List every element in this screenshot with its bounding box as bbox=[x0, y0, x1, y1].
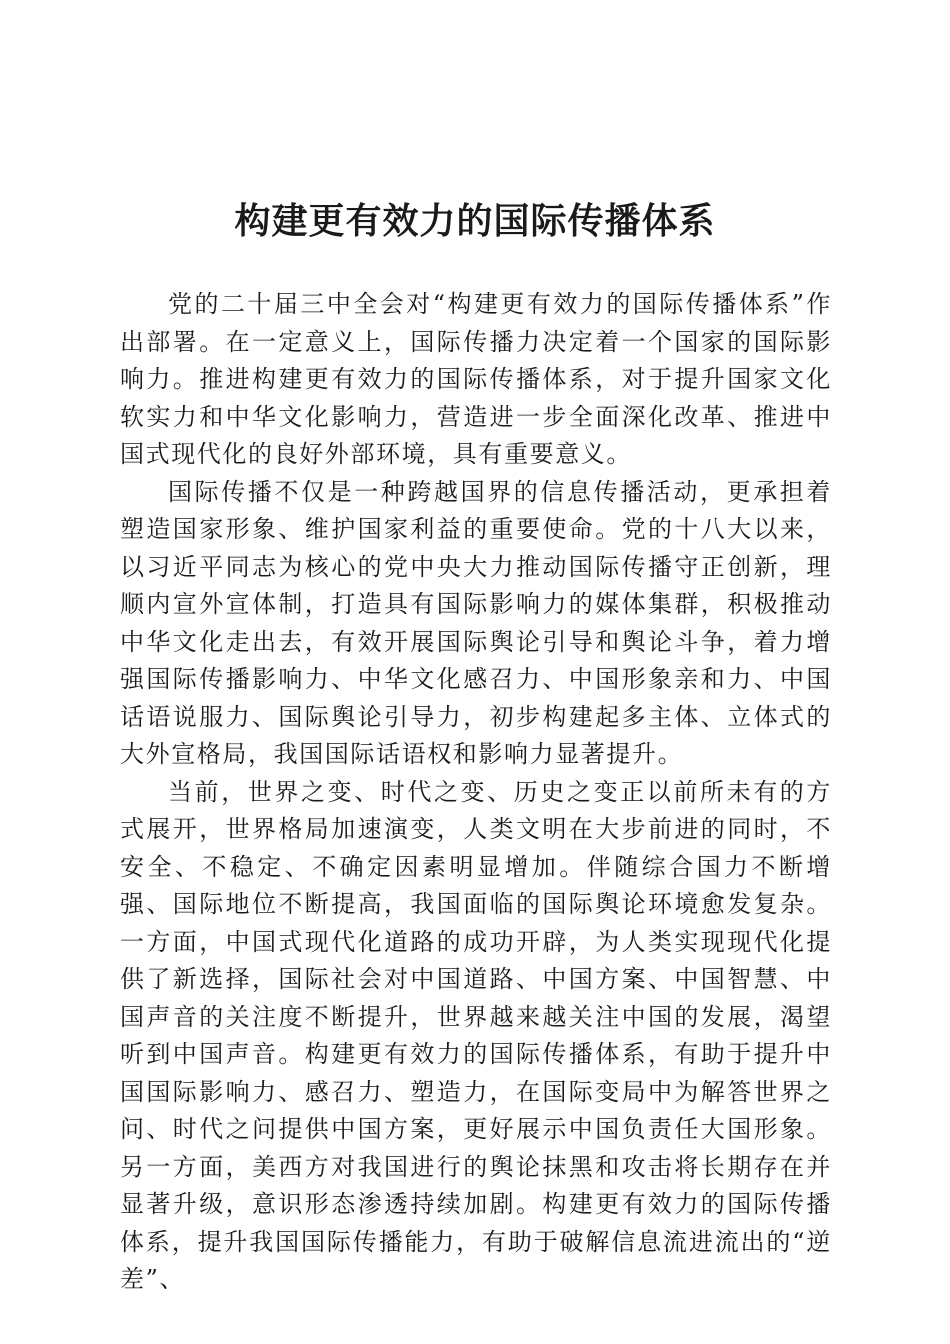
paragraph-1: 党的二十届三中全会对“构建更有效力的国际传播体系”作出部署。在一定意义上，国际传播力决定着一个国家的国际影响力。推进构建更有效力的国际传播体系，对于提升国家文化软实力和中华文化影响力，营造进一步全面深化改革、推进中国式现代化的良好外部环境，具有重要意义。 bbox=[120, 290, 832, 468]
document-title: 构建更有效力的国际传播体系 bbox=[234, 200, 716, 242]
document-body bbox=[120, 286, 832, 1299]
paragraph-3: 当前，世界之变、时代之变、历史之变正以前所未有的方式展开，世界格局加速演变，人类文明在大步前进的同时，不安全、不稳定、不确定因素明显增加。伴随综合国力不断增强、国际地位不断提高，我国面临的国际舆论环境愈发复杂。一方面，中国式现代化道路的成功开辟，为人类实现现代化提供了新选择，国际社会对中国道路、中国方案、中国智慧、中国声音的关注度不断提升，世界越来越关注中国的发展，渴望听到中国声音。构建更有效力的国际传播体系，有助于提升中国国际影响力、感召力、塑造力，在国际变局中为解答世界之问、时代之问提供中国方案，更好展示中国负责任大国形象。另一方面，美西方对我国进行的舆论抹黑和攻击将长期存在并显著升级，意识形态渗透持续加剧。构建更有效力的国际传播体系，提升我国国际传播能力，有助于破解信息流进流出的“逆差”、 bbox=[120, 777, 832, 1293]
paragraph-2: 国际传播不仅是一种跨越国界的信息传播活动，更承担着塑造国家形象、维护国家利益的重要使命。党的十八大以来，以习近平同志为核心的党中央大力推动国际传播守正创新，理顺内宣外宣体制，打造具有国际影响力的媒体集群，积极推动中华文化走出去，有效开展国际舆论引导和舆论斗争，着力增强国际传播影响力、中华文化感召力、中国形象亲和力、中国话语说服力、国际舆论引导力，初步构建起多主体、立体式的大外宣格局，我国国际话语权和影响力显著提升。 bbox=[120, 477, 832, 768]
